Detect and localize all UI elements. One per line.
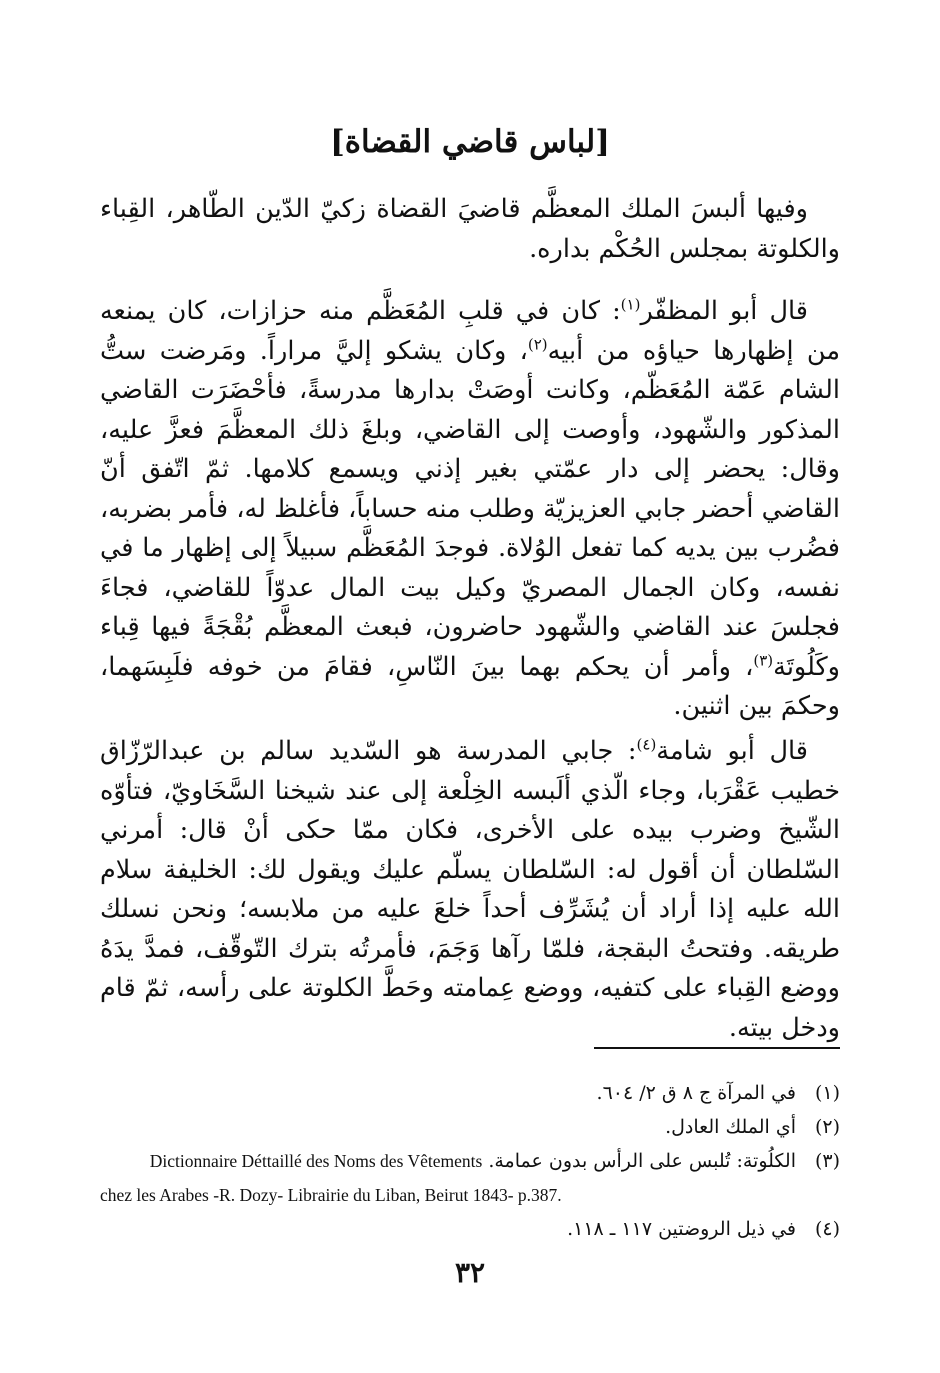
paragraph-2-text [100, 292, 840, 727]
paragraph-3-text [100, 732, 840, 1048]
paragraph-1 [100, 190, 840, 269]
footnote-text: في المرآة ج ٨ ق ٢/ ٦٠٤. [596, 1082, 796, 1104]
footnote-number: (١) [814, 1082, 840, 1104]
footnote-number: (٢) [814, 1116, 840, 1138]
paragraph-3-body: : جابي المدرسة هو السّديد سالم بن عبدالرّزّاق خطيب عَقْرَبا، وجاء الّذي ألَبسه الخِلْعة إلى عند شيخنا السَّخَاويّ، فتأوّه الشّيخ وضرب بيده على الأخرى، فكان ممّا حكى أنْ قال: أمرني السّلطان أن أقول له: السّلطان يسلّم عليك ويقول لك: الخليفة سلام الله عليه إذا أراد أن يُشَرِّف أحداً خلعَ عليه من ملابسه؛ ونحن نسلك طريقه. وفتحتُ البقجة، فلمّا رآها وَجَمَ، فأمرتُه بترك التّوقّف، فمدَّ يدَهُ ووضع القِباء على كتفيه، ووضع عِمامته وحَطَّ الكلوتة على رأسه، ثمّ قام ودخل بيته. [100, 736, 840, 1043]
footnote-number: (٣) [814, 1150, 840, 1172]
section-title: [لباس قاضي القضاة] [330, 124, 610, 160]
paragraph-2-body-c: ، وأمر أن يحكم بهما بينَ النّاسِ، فقامَ من خوفه فلَبِسَهما، وحكمَ بين اثنين. [100, 651, 840, 721]
footnote-ref-1[interactable]: (١) [620, 295, 641, 314]
footnote-text: في ذيل الروضتين ١١٧ ـ ١١٨. [567, 1218, 796, 1240]
footnote-ref-4[interactable]: (٤) [636, 735, 657, 754]
paragraph-3 [100, 732, 840, 1048]
footnote-3-arabic: الكلُوتة: تُلبس على الرأس بدون عمامة. [488, 1150, 796, 1172]
footnote-2 [100, 1110, 840, 1144]
footnote-1 [100, 1076, 840, 1110]
paragraph-2 [100, 292, 840, 727]
page-number: ٣٢ [454, 1256, 486, 1289]
paragraph-1-text: وفيها ألبسَ الملك المعظَّم قاضيَ القضاة زكيّ الدّين الطّاهر، القِباء والكلوتة بمجلس الحُكْم بداره. [100, 194, 840, 264]
paragraph-2-intro: قال أبو المظفّر [640, 296, 808, 326]
footnotes [100, 1076, 840, 1246]
paragraph-2-body-b: ، وكان يشكو إليَّ مراراً. ومَرضت ستُّ الشام عَمّة المُعَظّم، وكانت أوصَتْ بدارها مدرسةً، فأحْضَرَت القاضي المذكور والشّهود، وأوصت إلى القاضي، وبلغَ ذلك المعظَّمَ فعزَّ عليه، وقال: يحضر إلى دار عمّتي بغير إذني ويسمع كلامها. ثمّ اتّفق أنّ القاضي أحضر جابي العزيزيّة وطلب منه حساباً، فأغلظ له، فأمر بضربه، فضُرب بين يديه كما تفعل الوُلاة. فوجدَ المُعَظَّم سبيلاً إلى إظهار ما في نفسه، وكان الجمال المصريّ وكيل بيت المال عدوّاً للقاضي، فجاءَ فجلسَ عند القاضي والشّهود حاضرون، فبعث المعظَّم بُقْجَةً فيها قِباء وكَلُوتَة [100, 335, 840, 682]
footnote-ref-3[interactable]: (٣) [753, 651, 774, 669]
paragraph-3-intro: قال أبو شامة [656, 736, 808, 766]
footnote-3-reference: Dictionnaire Déttaillé des Noms des Vêtements [149, 1151, 483, 1171]
footnote-3-reference-continued: chez les Arabes -R. Dozy- Librairie du Liban, Beirut 1843- p.387. [100, 1185, 562, 1205]
footnote-divider [594, 1047, 840, 1049]
footnote-4 [100, 1212, 840, 1246]
footnote-ref-2[interactable]: (٢) [527, 335, 548, 353]
footnote-text [100, 1144, 796, 1178]
footnote-text: أي الملك العادل. [665, 1116, 796, 1138]
footnote-number: (٤) [814, 1218, 840, 1240]
footnote-3 [100, 1144, 840, 1178]
paragraph-2-body-a: : كان في قلبِ المُعَظَّم منه حزازات، كان يمنعه من إظهارها حياؤه من أبيه [100, 296, 841, 366]
